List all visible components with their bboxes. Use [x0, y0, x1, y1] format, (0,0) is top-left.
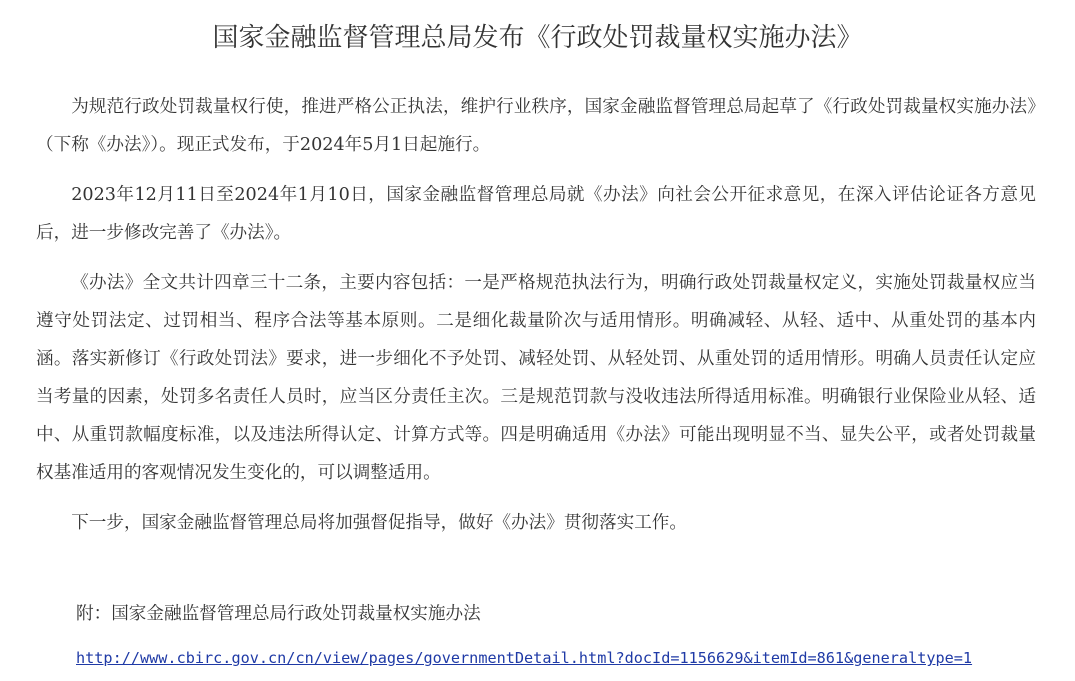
paragraph-4: 下一步，国家金融监督管理总局将加强督促指导，做好《办法》贯彻落实工作。	[71, 513, 687, 533]
article-title: 国家金融监督管理总局发布《行政处罚裁量权实施办法》	[212, 23, 863, 53]
paragraph-3: 《办法》全文共计四章三十二条，主要内容包括：一是严格规范执法行为，明确行政处罚裁量权定义，实施处罚裁量权应当遵守处罚法定、过罚相当、程序合法等基本原则。二是细化裁量阶次与适用情形。明确减轻、从轻、适中、从重处罚的基本内涵。落实新修订《行政处罚法》要求，进一步细化不予处罚、减轻处罚、从轻处罚、从重处罚的适用情形。明确人员责任认定应当考量的因素，处罚多名责任人员时，应当区分责任主次。三是规范罚款与没收违法所得适用标准。明确银行业保险业从轻、适中、从重罚款幅度标准，以及违法所得认定、计算方式等。四是明确适用《办法》可能出现明显不当、显失公平，或者处罚裁量权基准适用的客观情况发生变化的，可以调整适用。	[36, 273, 1036, 483]
paragraph-2: 2023年12月11日至2024年1月10日，国家金融监督管理总局就《办法》向社会公开征求意见，在深入评估论证各方意见后，进一步修改完善了《办法》。	[36, 185, 1036, 243]
article-body	[36, 88, 1036, 554]
attachment-label: 附：国家金融监督管理总局行政处罚裁量权实施办法	[76, 604, 481, 624]
paragraph-1: 为规范行政处罚裁量权行使，推进严格公正执法，维护行业秩序，国家金融监督管理总局起草了《行政处罚裁量权实施办法》（下称《办法》）。现正式发布，于2024年5月1日起施行。	[36, 97, 1036, 155]
attachment-link[interactable]: http://www.cbirc.gov.cn/cn/view/pages/governmentDetail.html?docId=1156629&itemId=861&generaltype=1	[76, 649, 973, 667]
